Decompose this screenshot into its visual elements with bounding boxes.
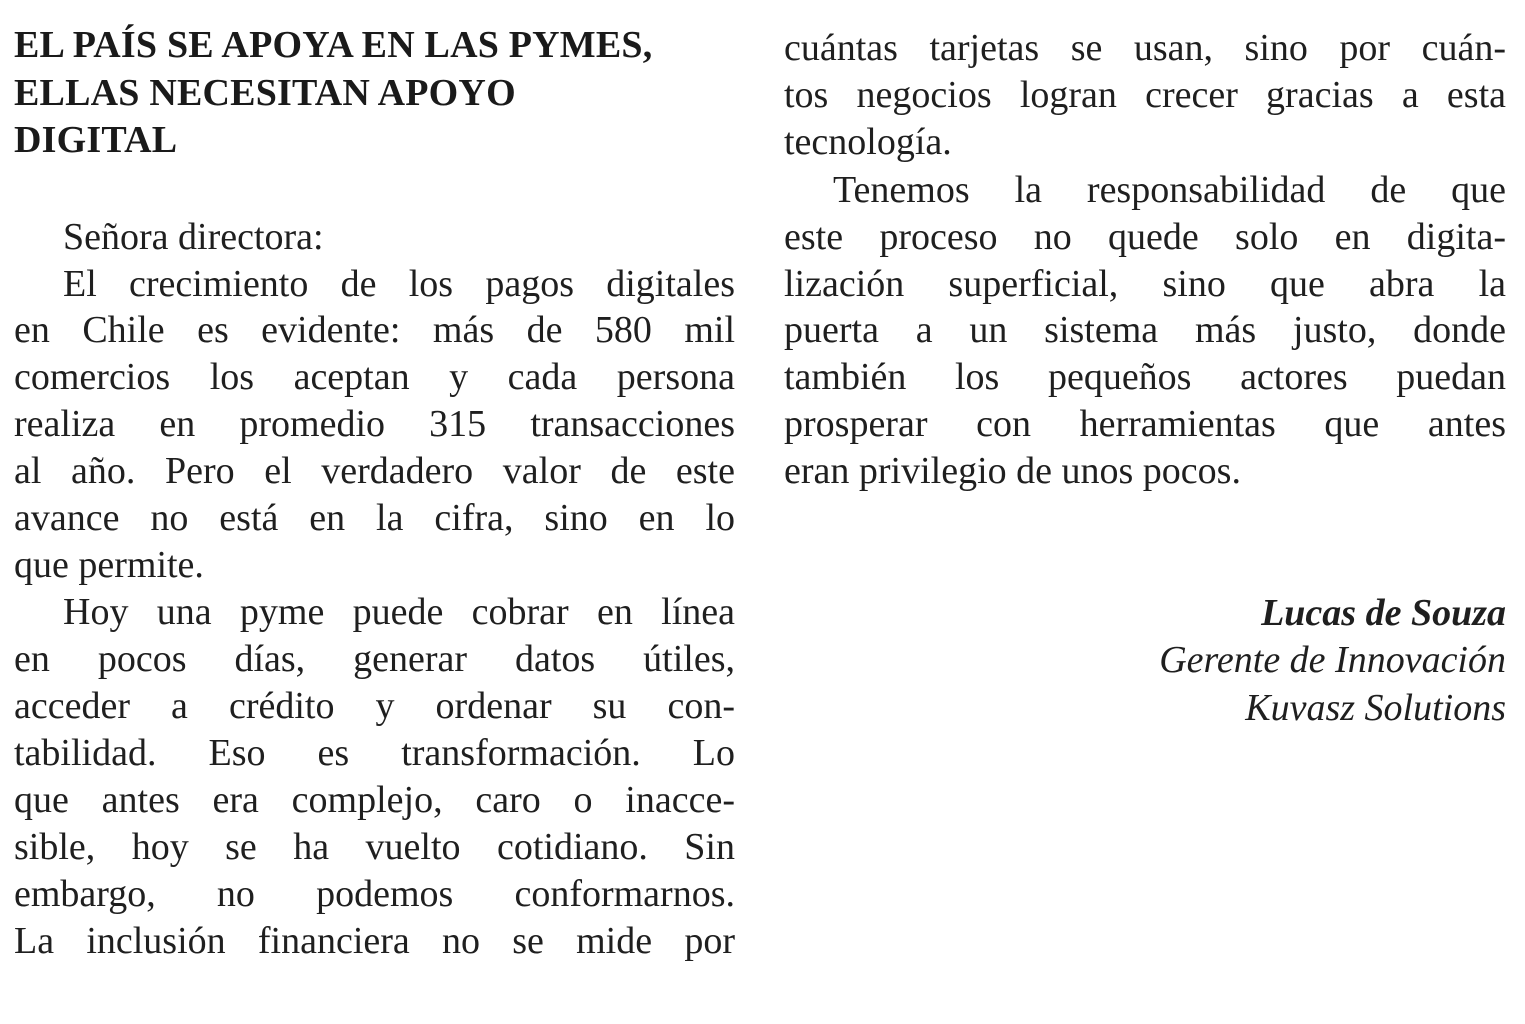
signature-title: Gerente de Innovación [1159, 639, 1506, 681]
body-line: este proceso no quede solo en digita- [784, 216, 1506, 258]
signature-company: Kuvasz Solutions [1245, 687, 1506, 729]
body-line: tabilidad. Eso es transformación. Lo [14, 732, 735, 774]
body-line: tos negocios logran crecer gracias a esta [784, 74, 1506, 116]
body-line: La inclusión financiera no se mide por [14, 920, 735, 962]
body-line: en pocos días, generar datos útiles, [14, 638, 735, 680]
body-line: en Chile es evidente: más de 580 mil [14, 309, 735, 351]
salutation: Señora directora: [63, 216, 324, 258]
headline-line-1: EL PAÍS SE APOYA EN LAS PYMES, [14, 24, 653, 66]
body-line: tecnología. [784, 121, 952, 163]
body-line: que permite. [14, 544, 204, 586]
body-line: comercios los aceptan y cada persona [14, 356, 735, 398]
body-line: cuántas tarjetas se usan, sino por cuán- [784, 27, 1506, 69]
headline-line-3: DIGITAL [14, 119, 178, 161]
body-line: también los pequeños actores puedan [784, 356, 1506, 398]
body-line: al año. Pero el verdadero valor de este [14, 450, 735, 492]
body-line: realiza en promedio 315 transacciones [14, 403, 735, 445]
body-line: embargo, no podemos conformarnos. [14, 873, 735, 915]
body-line: lización superficial, sino que abra la [784, 263, 1506, 305]
signature-name: Lucas de Souza [1261, 592, 1506, 634]
body-line: Tenemos la responsabilidad de que [833, 169, 1506, 211]
body-line: avance no está en la cifra, sino en lo [14, 497, 735, 539]
body-line: acceder a crédito y ordenar su con- [14, 685, 735, 727]
body-line: sible, hoy se ha vuelto cotidiano. Sin [14, 826, 735, 868]
body-line: eran privilegio de unos pocos. [784, 450, 1241, 492]
body-line: El crecimiento de los pagos digitales [63, 263, 735, 305]
body-line: prosperar con herramientas que antes [784, 403, 1506, 445]
body-line: Hoy una pyme puede cobrar en línea [63, 591, 735, 633]
body-line: que antes era complejo, caro o inacce- [14, 779, 735, 821]
body-line: puerta a un sistema más justo, donde [784, 309, 1506, 351]
headline-line-2: ELLAS NECESITAN APOYO [14, 72, 516, 114]
